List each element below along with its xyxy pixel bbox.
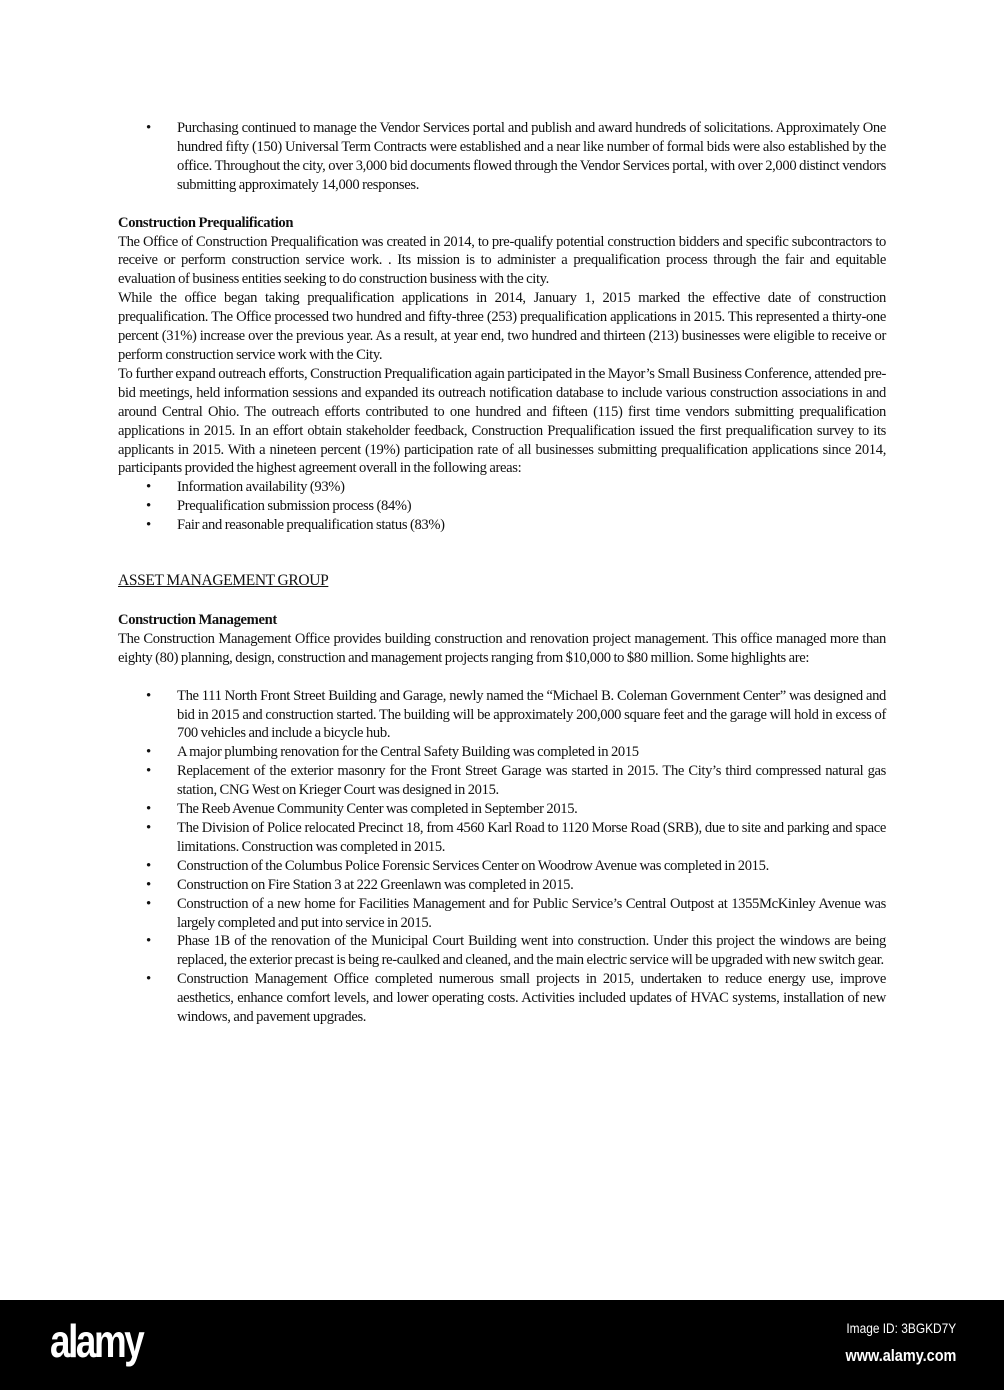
list-item: • Fair and reasonable prequalification status (83%) <box>118 516 886 535</box>
purchasing-list <box>118 119 886 195</box>
list-item: • Information availability (93%) <box>118 478 886 497</box>
list-item: • Construction of the Columbus Police Forensic Services Center on Woodrow Avenue was completed in 2015. <box>118 857 886 876</box>
section-heading: Construction Prequalification <box>118 214 294 231</box>
alamy-logo: alamy <box>50 1315 143 1367</box>
list-item: • Construction on Fire Station 3 at 222 Greenlawn was completed in 2015. <box>118 876 886 895</box>
watermark-banner <box>0 1300 1004 1390</box>
list-item: • Replacement of the exterior masonry for the Front Street Garage was started in 2015. The City’s third compressed natural gas station, CNG West on Krieger Court was designed in 2015. <box>118 762 886 800</box>
list-item: • Phase 1B of the renovation of the Municipal Court Building went into construction. Under this project the windows are being replaced, the exterior precast is being re-caulked and cleaned, and the main electric service will be upgraded with new switch gear. <box>118 932 886 970</box>
highlights-list <box>118 687 886 1027</box>
paragraph: To further expand outreach efforts, Construction Prequalification again participated in the Mayor’s Small Business Conference, attended pre-bid meetings, held information sessions and expanded its outreach notification database to include various construction associations in and around Central Ohio. The outreach efforts contributed to one hundred and fifteen (115) first time vendors submitting prequalification applications in 2015. In an effort obtain stakeholder feedback, Construction Prequalification issued the first prequalification survey to its applicants in 2015. With a nineteen percent (19%) participation rate of all businesses submitting prequalification applications since 2014, participants provided the highest agreement overall in the following areas: <box>118 365 886 477</box>
image-id: Image ID: 3BGKD7Y <box>846 1320 956 1336</box>
list-item: • Prequalification submission process (84%) <box>118 497 886 516</box>
list-item: • Construction Management Office completed numerous small projects in 2015, undertaken to reduce energy use, improve aesthetics, enhance comfort levels, and lower operating costs. Activities included updates of HVAC systems, installation of new windows, and pavement upgrades. <box>118 970 886 1027</box>
section-title: ASSET MANAGEMENT GROUP <box>118 572 329 590</box>
list-item: • The Division of Police relocated Precinct 18, from 4560 Karl Road to 1120 Morse Road (SRB), due to site and parking and space limitations. Construction was completed in 2015. <box>118 819 886 857</box>
paragraph: The Construction Management Office provides building construction and renovation project management. This office managed more than eighty (80) planning, design, construction and management projects ranging from $10,000 to $80 million. Some highlights are: <box>118 630 886 666</box>
watermark-url: www.alamy.com <box>845 1346 956 1365</box>
document-page <box>118 119 886 1027</box>
paragraph: The Office of Construction Prequalification was created in 2014, to pre-qualify potential construction bidders and specific subcontractors to receive or perform construction service work. . Its mission is to administer a prequalification process through the fair and equitable evaluation of business entities seeking to do construction business with the city. <box>118 233 886 288</box>
section-heading: Construction Management <box>118 611 277 628</box>
survey-list <box>118 478 886 535</box>
list-item: • Purchasing continued to manage the Vendor Services portal and publish and award hundreds of solicitations. Approximately One hundred fifty (150) Universal Term Contracts were established and a near like number of formal bids were also established by the office. Throughout the city, over 3,000 bid documents flowed through the Vendor Services portal, with over 2,000 distinct vendors submitting approximately 14,000 responses. <box>118 119 886 195</box>
list-item: • The 111 North Front Street Building and Garage, newly named the “Michael B. Coleman Government Center” was designed and bid in 2015 and construction started. The building will be approximately 200,000 square feet and the garage will hold in excess of 700 vehicles and include a bicycle hub. <box>118 687 886 744</box>
list-item: • The Reeb Avenue Community Center was completed in September 2015. <box>118 800 886 819</box>
paragraph: While the office began taking prequalification applications in 2014, January 1, 2015 marked the effective date of construction prequalification. The Office processed two hundred and fifty-three (253) prequalification applications in 2015. This represented a thirty-one percent (31%) increase over the previous year. As a result, at year end, two hundred and thirteen (213) businesses were eligible to receive or perform construction service work with the City. <box>118 290 886 363</box>
list-item: • A major plumbing renovation for the Central Safety Building was completed in 2015 <box>118 743 886 762</box>
list-item: • Construction of a new home for Facilities Management and for Public Service’s Central Outpost at 1355McKinley Avenue was largely completed and put into service in 2015. <box>118 895 886 933</box>
